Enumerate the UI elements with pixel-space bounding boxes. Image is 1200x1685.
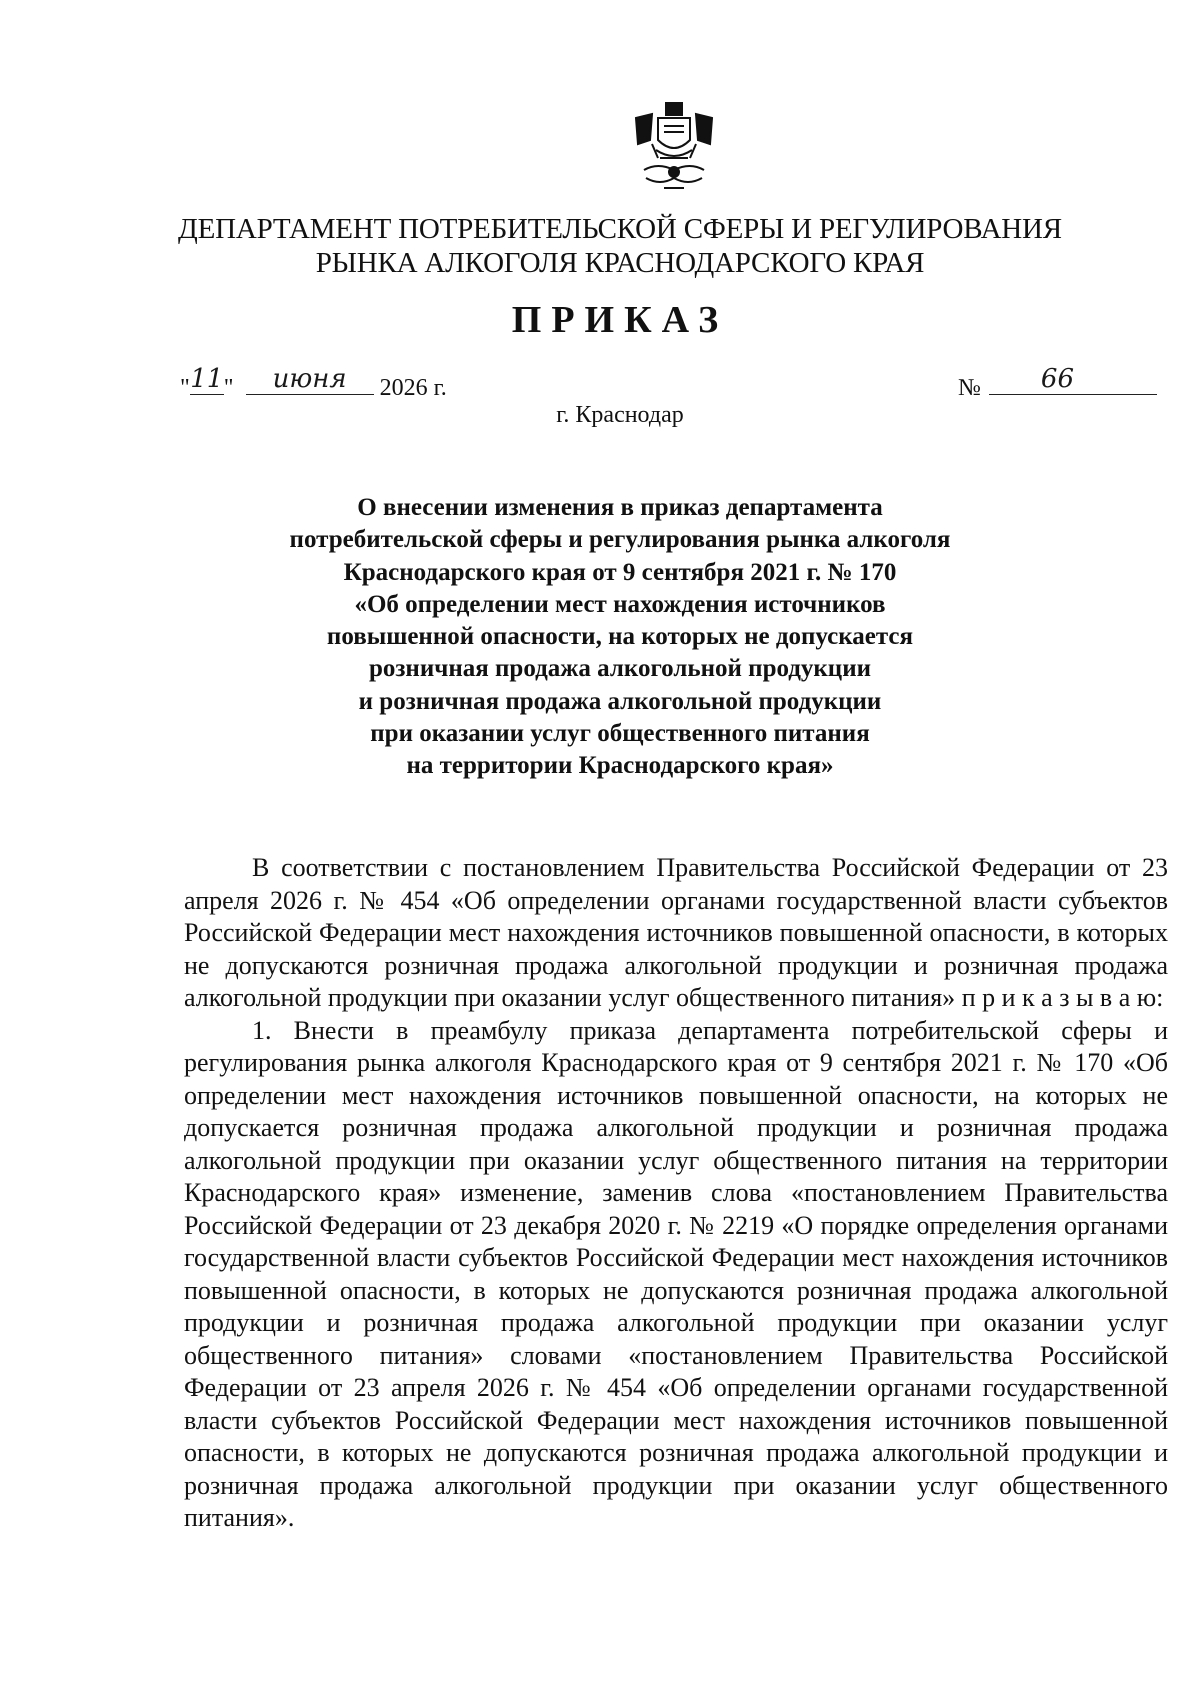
order-heading: ПРИКАЗ (511, 299, 729, 341)
paragraph-preamble (184, 852, 1168, 1015)
title-line: и розничная продажа алкогольной продукции (358, 687, 882, 715)
preamble-text: В соответствии с постановлением Правительства Российской Федерации от 23 апреля 2026 г. № 454 «Об определении органами государственной власти субъектов Российской Федерации мест нахождения источников повышенной опасности, в которых не допускаются розничная продажа алкогольной продукции и розничная продажа алкогольной продукции при оказании услуг общественного питания» (184, 853, 1168, 1012)
number-line (958, 364, 1157, 402)
year-text: 2026 г. (379, 375, 447, 401)
title-line: потребительской сферы и регулирования рынка алкоголя (289, 526, 951, 554)
quote-close: " (223, 375, 234, 401)
department-name (0, 212, 1200, 280)
title-line: О внесении изменения в приказ департамента (357, 494, 883, 521)
command-word: п р и к а з ы в а ю: (961, 983, 1164, 1012)
title-line: на территории Краснодарского края» (406, 752, 834, 780)
month-field (246, 364, 374, 395)
document-body (184, 852, 1168, 1535)
paragraph-item-1: 1. Внести в преамбулу приказа департамента потребительской сферы и регулирования рынка алкоголя Краснодарского края от 9 сентября 2021 г. № 170 «Об определении мест нахождения источников повышенной опасности, на которых не допускается розничная продажа алкогольной продукции и розничная продажа алкогольной продукции при оказании услуг общественного питания на территории Краснодарского края» изменение, заменив слова «постановлением Правительства Российской Федерации от 23 декабря 2020 г. № 2219 «О порядке определения органами государственной власти субъектов Российской Федерации мест нахождения источников повышенной опасности, в которых не допускаются розничная продажа алкогольной продукции и розничная продажа алкогольной продукции при оказании услуг общественного питания» словами «постановлением Правительства Российской Федерации от 23 апреля 2026 г. № 454 «Об определении органами государственной власти субъектов Российской Федерации мест нахождения источников повышенной опасности, в которых не допускаются розничная продажа алкогольной продукции и розничная продажа алкогольной продукции при оказании услуг общественного питания». (184, 1015, 1168, 1532)
handwritten-day: 11 (190, 364, 224, 394)
title-line: «Об определении мест нахождения источников (354, 590, 886, 618)
title-line: повышенной опасности, на которых не допускается (326, 623, 914, 651)
city: г. Краснодар (556, 402, 684, 428)
handwritten-number: 66 (1040, 364, 1074, 394)
number-label: № (958, 375, 981, 401)
krasnodar-krai-coat-of-arms-icon (628, 100, 720, 196)
department-line-1: ДЕПАРТАМЕНТ ПОТРЕБИТЕЛЬСКОЙ СФЕРЫ И РЕГУЛИРОВАНИЯ (178, 213, 1062, 245)
handwritten-month: июня (272, 364, 347, 394)
quote-open: " (180, 375, 190, 401)
day-field (190, 364, 224, 395)
title-line: Краснодарского края от 9 сентября 2021 г. № 170 (343, 558, 897, 586)
department-line-2: РЫНКА АЛКОГОЛЯ КРАСНОДАРСКОГО КРАЯ (315, 247, 925, 279)
document-title (200, 492, 1040, 783)
date-line (180, 364, 447, 402)
title-line: розничная продажа алкогольной продукции (368, 655, 872, 683)
title-line: при оказании услуг общественного питания (370, 720, 870, 748)
number-field (989, 364, 1157, 395)
